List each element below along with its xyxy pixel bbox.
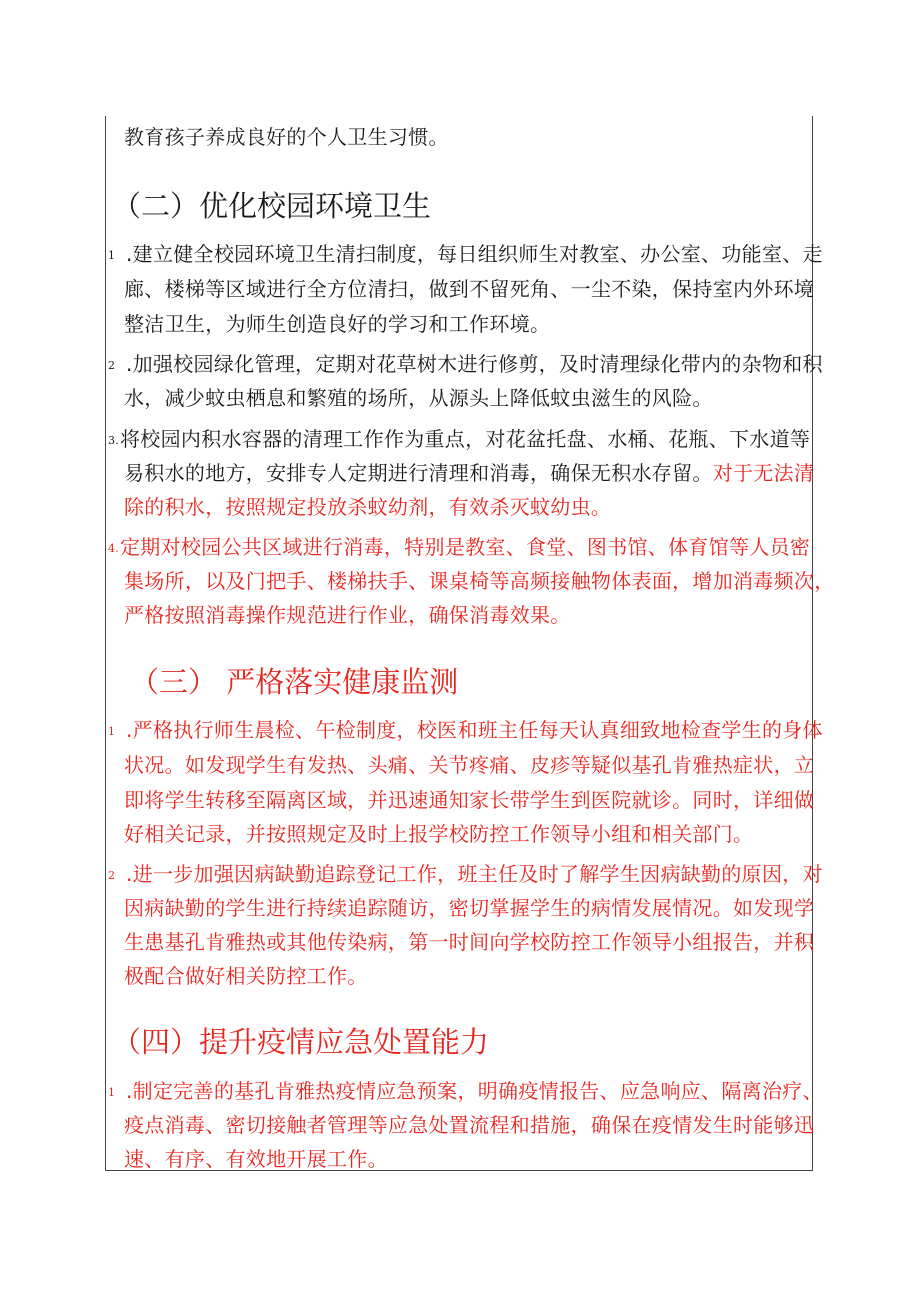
item-number: 1 [108, 248, 116, 262]
section-heading-4: （四）提升疫情应急处置能力 [112, 1025, 490, 1059]
s2-item3-line2: 易积水的地方，安排专人定期进行清理和消毒，确保无积水存留。对于无法清 [124, 461, 815, 485]
s2-item4-line3: 严格按照消毒操作规范进行作业，确保消毒效果。 [124, 603, 571, 627]
s2-item3-line1: 3.将校园内积水容器的清理工作作为重点，对花盆托盘、水桶、花瓶、下水道等 [108, 425, 810, 455]
item-number: 2 [108, 358, 116, 372]
s3-item1-line3: 即将学生转移至隔离区域，并迅速通知家长带学生到医院就诊。同时，详细做 [124, 788, 815, 812]
section-heading-2: （二）优化校园环境卫生 [112, 189, 432, 223]
s2-item1-line2: 廊、楼梯等区域进行全方位清扫，做到不留死角、一尘不染，保持室内外环境 [124, 277, 815, 301]
s2-item3-red-tail: 对于无法清 [712, 461, 815, 485]
item-number: 1 [108, 1085, 116, 1099]
s2-item1-line3: 整洁卫生，为师生创造良好的学习和工作环境。 [124, 312, 551, 336]
s3-item2-line2: 因病缺勤的学生进行持续追踪随访，密切掌握学生的病情发展情况。如发现学 [124, 896, 815, 920]
item-number: 1 [108, 724, 116, 738]
s2-item2-line1: 2 .加强校园绿化管理，定期对花草树木进行修剪，及时清理绿化带内的杂物和积 [108, 350, 823, 380]
s3-item2-line3: 生患基孔肯雅热或其他传染病，第一时间向学校防控工作领导小组报告，并积 [124, 930, 815, 954]
s4-item1-line2: 疫点消毒、密切接触者管理等应急处置流程和措施，确保在疫情发生时能够迅 [124, 1113, 815, 1137]
s4-item1-line3: 速、有序、有效地开展工作。 [124, 1147, 388, 1171]
s3-item1-line1: 1 .严格执行师生晨检、午检制度，校医和班主任每天认真细致地检查学生的身体 [108, 716, 823, 746]
s3-item1-line4: 好相关记录，并按照规定及时上报学校防控工作领导小组和相关部门。 [124, 822, 754, 846]
item-number: 4. [108, 541, 120, 555]
s2-item2-line2: 水，减少蚊虫栖息和繁殖的场所，从源头上降低蚊虫滋生的风险。 [124, 386, 713, 410]
section-heading-3: （三） 严格落实健康监测 [130, 665, 459, 699]
s3-item2-line1: 2 .进一步加强因病缺勤追踪登记工作，班主任及时了解学生因病缺勤的原因，对 [108, 860, 823, 890]
s2-item3-line3: 除的积水，按照规定投放杀蚊幼剂，有效杀灭蚊幼虫。 [124, 495, 612, 519]
s3-item1-line2: 状况。如发现学生有发热、头痛、关节疼痛、皮疹等疑似基孔肯雅热症状，立 [124, 753, 815, 777]
s2-item4-line1: 4.定期对校园公共区域进行消毒，特别是教室、食堂、图书馆、体育馆等人员密 [108, 533, 810, 563]
item-number: 2 [108, 868, 116, 882]
intro-text: 教育孩子养成良好的个人卫生习惯。 [124, 125, 449, 149]
item-number: 3. [108, 433, 120, 447]
s2-item1-line1: 1 .建立健全校园环境卫生清扫制度，每日组织师生对教室、办公室、功能室、走 [108, 240, 823, 270]
s3-item2-line4: 极配合做好相关防控工作。 [124, 964, 368, 988]
s4-item1-line1: 1 .制定完善的基孔肯雅热疫情应急预案，明确疫情报告、应急响应、隔离治疗、 [108, 1077, 823, 1107]
s2-item4-line2: 集场所，以及门把手、楼梯扶手、课桌椅等高频接触物体表面，增加消毒频次， [124, 569, 835, 593]
